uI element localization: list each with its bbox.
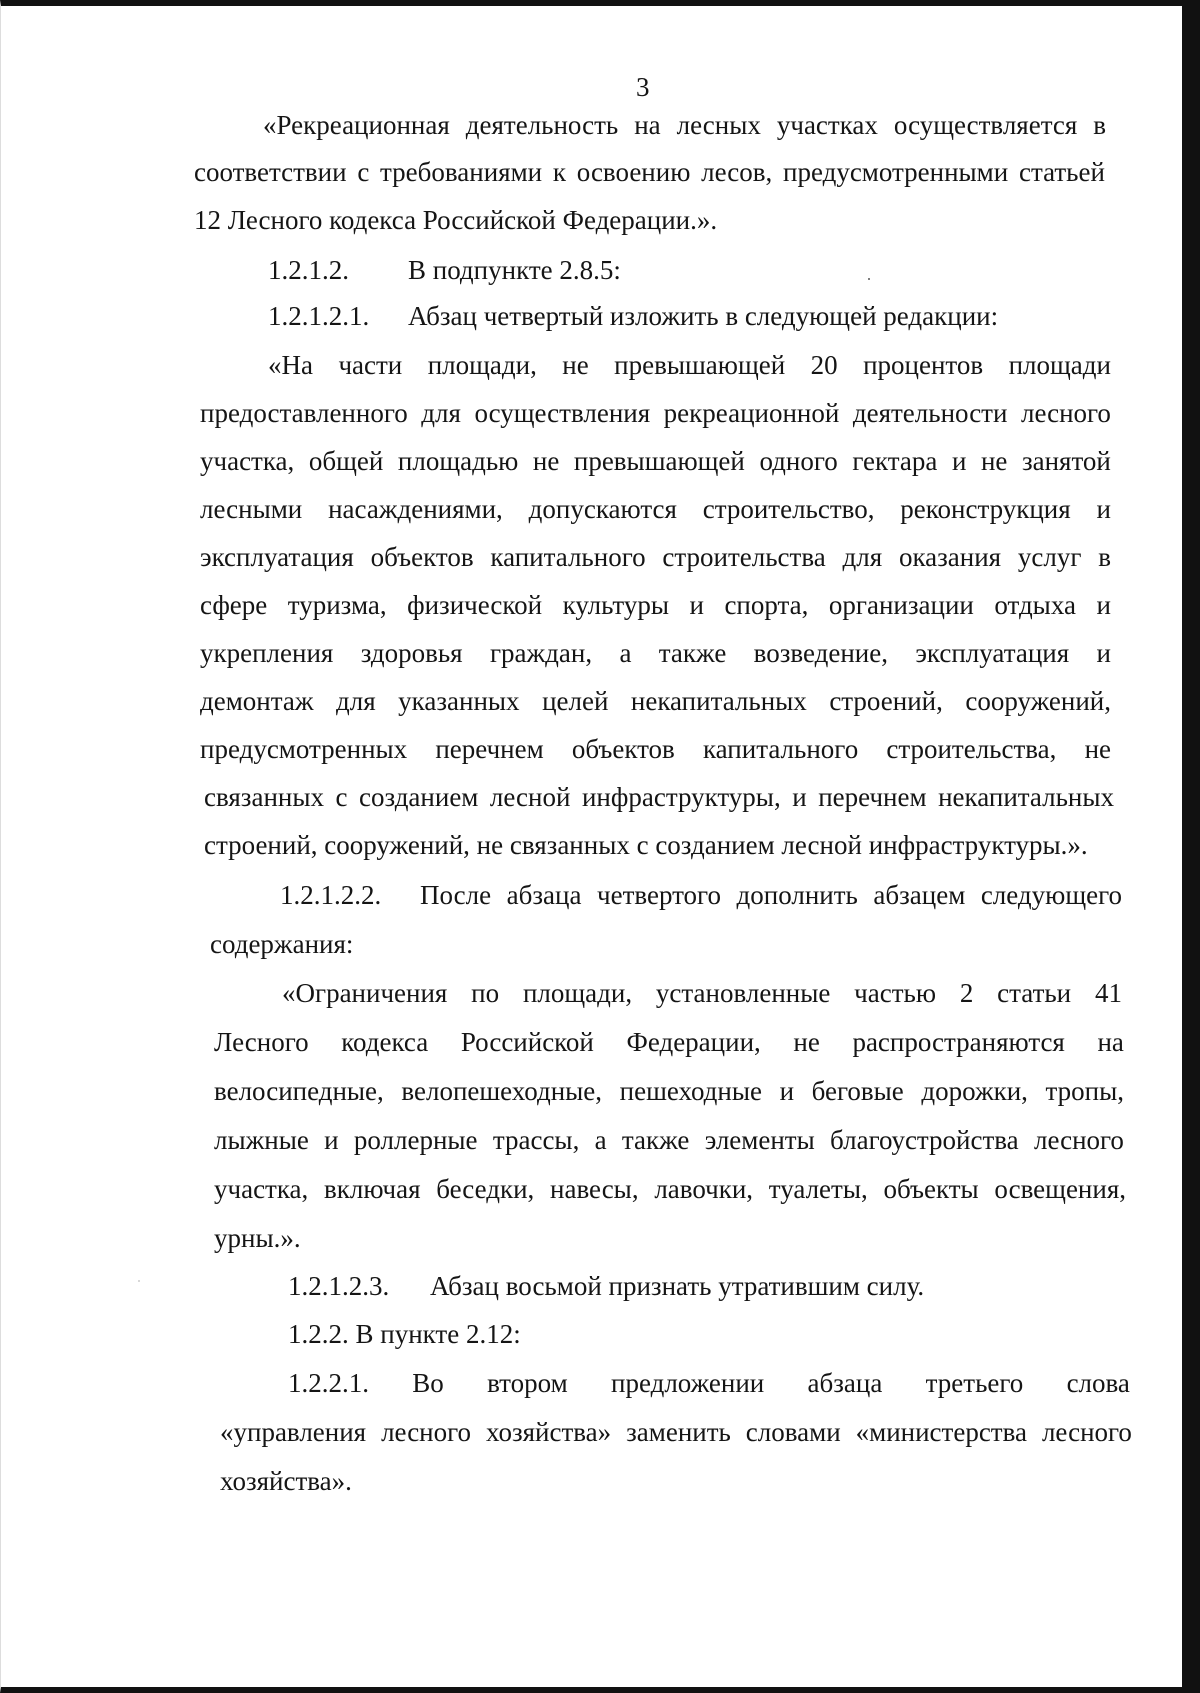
quote-2-line-2 xyxy=(214,1029,1124,1056)
word: освещения, xyxy=(994,1174,1126,1204)
item-number: 1.2.1.2.2. xyxy=(280,880,382,910)
quote-1-line-2 xyxy=(200,400,1111,427)
word: созданием xyxy=(359,782,479,812)
word: также xyxy=(621,1125,690,1155)
word: культуры xyxy=(562,590,669,620)
quote-1-line-11: строений, сооружений, не связанных с созданием лесной инфраструктуры.». xyxy=(204,830,1088,860)
word: для xyxy=(842,542,883,572)
word: частью xyxy=(854,978,937,1008)
quote-2-line-5 xyxy=(214,1176,1126,1203)
item-1-2-1-2 xyxy=(268,257,621,284)
word: лесного xyxy=(381,1417,472,1447)
word: Федерации, xyxy=(626,1027,761,1057)
word: установленные xyxy=(655,978,831,1008)
word: третьего xyxy=(925,1368,1024,1398)
word: гектара xyxy=(852,446,938,476)
word: деятельности xyxy=(852,398,1008,428)
word: здоровья xyxy=(360,638,463,668)
word: процентов xyxy=(863,350,984,380)
word: услуг xyxy=(1017,542,1082,572)
word: и xyxy=(689,590,704,620)
word: участка, xyxy=(200,446,295,476)
word: объектов xyxy=(370,542,474,572)
scan-speck xyxy=(868,278,870,280)
word: беседки, xyxy=(436,1174,535,1204)
item-1-2-2-1-line-1 xyxy=(288,1370,1130,1397)
word: навесы, xyxy=(550,1174,639,1204)
word: реконструкция xyxy=(900,494,1071,524)
item-1-2-2-1-line-3: хозяйства». xyxy=(220,1466,352,1496)
item-text: Абзац четвертый изложить в следующей редакции: xyxy=(408,301,999,331)
word: граждан, xyxy=(489,638,593,668)
paragraph-1-line-3: 12 Лесного кодекса Российской Федерации.». xyxy=(194,205,718,235)
word: велопешеходные, xyxy=(401,1076,603,1106)
word: и xyxy=(1096,590,1111,620)
word: отдыха xyxy=(994,590,1076,620)
word: не xyxy=(562,350,589,380)
word: участка, xyxy=(214,1174,309,1204)
item-number: 1.2.1.2.1. xyxy=(268,301,370,331)
word: туризма, xyxy=(287,590,387,620)
word: сфере xyxy=(200,590,268,620)
word: благоустройства xyxy=(830,1125,1019,1155)
item-1-2-1-2-2 xyxy=(280,882,1122,909)
word: не xyxy=(532,446,560,476)
word: к xyxy=(552,157,567,187)
word: строительства xyxy=(662,542,826,572)
word: не xyxy=(793,1027,820,1057)
word: абзаца xyxy=(506,880,582,910)
word: а xyxy=(594,1125,607,1155)
word: «На xyxy=(268,350,313,380)
word: и xyxy=(324,1125,339,1155)
word: площадью xyxy=(397,446,519,476)
word: капитального xyxy=(490,542,646,572)
word: трассы, xyxy=(492,1125,580,1155)
word: соответствии xyxy=(194,157,347,187)
item-text: В подпункте 2.8.5: xyxy=(408,255,621,285)
word: предоставленного xyxy=(200,398,408,428)
word: включая xyxy=(324,1174,421,1204)
word: дополнить xyxy=(736,880,858,910)
quote-2-line-4 xyxy=(214,1127,1124,1154)
word: Российской xyxy=(460,1027,594,1057)
paragraph-1-line-1 xyxy=(263,112,1106,139)
word: втором xyxy=(487,1368,568,1398)
item-number: 1.2.1.2. xyxy=(268,255,349,285)
word: эксплуатация xyxy=(200,542,354,572)
word: следующего xyxy=(980,880,1122,910)
word: лавочки, xyxy=(654,1174,754,1204)
word: строений, xyxy=(829,686,943,716)
quote-2-line-3 xyxy=(214,1078,1124,1105)
quote-1-line-9 xyxy=(200,736,1111,763)
word: пешеходные xyxy=(619,1076,762,1106)
word: заменить xyxy=(626,1417,731,1447)
word: инфраструктуры, xyxy=(581,782,781,812)
word: с xyxy=(357,157,370,187)
word: связанных xyxy=(204,782,324,812)
word: распространяются xyxy=(852,1027,1065,1057)
word: Лесного xyxy=(214,1027,309,1057)
word: «Рекреационная xyxy=(263,110,450,140)
word: «Ограничения xyxy=(282,978,448,1008)
word: с xyxy=(335,782,348,812)
word: «управления xyxy=(220,1417,367,1447)
word: эксплуатация xyxy=(915,638,1070,668)
word: 41 xyxy=(1094,978,1122,1008)
word: площади xyxy=(1008,350,1111,380)
word: на xyxy=(634,110,661,140)
word: После xyxy=(420,880,492,910)
word: 20 xyxy=(810,350,838,380)
word: предложении xyxy=(611,1368,765,1398)
quote-1-line-6 xyxy=(200,592,1111,619)
word: требованиями xyxy=(380,157,543,187)
word: демонтаж xyxy=(200,686,314,716)
word: занятой xyxy=(1021,446,1111,476)
word: лесного xyxy=(1041,1417,1132,1447)
word: статьи xyxy=(997,978,1072,1008)
quote-1-line-10 xyxy=(204,784,1114,811)
word: некапитальных xyxy=(938,782,1114,812)
word: площади, xyxy=(427,350,537,380)
word: лесными xyxy=(200,494,303,524)
word: не xyxy=(1084,734,1111,764)
word: лесов, xyxy=(701,157,773,187)
word: 1.2.2.1. xyxy=(288,1368,369,1398)
word: предусмотренных xyxy=(200,734,408,764)
quote-1-line-5 xyxy=(200,544,1111,571)
word: лесной xyxy=(489,782,571,812)
word: строительства, xyxy=(886,734,1057,764)
quote-1-line-3 xyxy=(200,448,1111,475)
word: элементы xyxy=(704,1125,815,1155)
word: лесных xyxy=(676,110,761,140)
word: возведение, xyxy=(753,638,888,668)
word: лесного xyxy=(1033,1125,1124,1155)
word: слова xyxy=(1066,1368,1130,1398)
word: на xyxy=(1097,1027,1124,1057)
item-1-2-1-2-1 xyxy=(268,303,998,330)
item-1-2-2-1-line-2 xyxy=(220,1419,1132,1446)
word: Во xyxy=(412,1368,444,1398)
word: превышающей xyxy=(573,446,745,476)
word: также xyxy=(658,638,727,668)
item-text xyxy=(420,882,1122,909)
word: организации xyxy=(828,590,974,620)
word: в xyxy=(1098,542,1111,572)
word: насаждениями, xyxy=(328,494,503,524)
word: осуществления xyxy=(474,398,651,428)
word: и xyxy=(1096,494,1111,524)
item-1-2-1-2-2-line-2: содержания: xyxy=(210,929,354,959)
word: не xyxy=(980,446,1008,476)
quote-1-line-1 xyxy=(268,352,1111,379)
item-text: Абзац восьмой признать утратившим силу. xyxy=(430,1271,925,1301)
word: спорта, xyxy=(724,590,809,620)
word: и xyxy=(779,1076,795,1106)
word: для xyxy=(336,686,376,716)
word: указанных xyxy=(398,686,520,716)
word: строительство, xyxy=(702,494,875,524)
word: дорожки, xyxy=(921,1076,1028,1106)
word: перечнем xyxy=(435,734,544,764)
word: беговые xyxy=(811,1076,904,1106)
word: оказания xyxy=(898,542,1002,572)
word: абзаца xyxy=(807,1368,883,1398)
word: а xyxy=(619,638,632,668)
word: осуществляется xyxy=(893,110,1078,140)
word: рекреационной xyxy=(663,398,840,428)
word: перечнем xyxy=(818,782,927,812)
word: и xyxy=(1096,638,1111,668)
word: предусмотренными xyxy=(783,157,1009,187)
quote-1-line-7 xyxy=(200,640,1111,667)
word: физической xyxy=(407,590,543,620)
word: велосипедные, xyxy=(214,1076,384,1106)
word: площади, xyxy=(522,978,633,1008)
word: в xyxy=(1093,110,1106,140)
word: объекты xyxy=(883,1174,979,1204)
word: освоению xyxy=(576,157,691,187)
word: туалеты, xyxy=(768,1174,868,1204)
word: хозяйства» xyxy=(485,1417,612,1447)
word: укрепления xyxy=(200,638,334,668)
word: целей xyxy=(542,686,609,716)
word: некапитальных xyxy=(630,686,807,716)
word: по xyxy=(471,978,500,1008)
word: четвертого xyxy=(597,880,721,910)
word: и xyxy=(951,446,967,476)
word: объектов xyxy=(571,734,675,764)
word: «министерства xyxy=(855,1417,1027,1447)
word: 2 xyxy=(959,978,974,1008)
word: превышающей xyxy=(614,350,786,380)
word: деятельность xyxy=(465,110,619,140)
word: тропы, xyxy=(1045,1076,1124,1106)
word: сооружений, xyxy=(965,686,1111,716)
word: капитального xyxy=(702,734,859,764)
item-number: 1.2.1.2.3. xyxy=(288,1271,390,1301)
item-1-2-2: 1.2.2. В пункте 2.12: xyxy=(288,1319,521,1349)
word: части xyxy=(338,350,403,380)
scan-speck xyxy=(138,1280,140,1282)
page-number: 3 xyxy=(636,72,650,102)
word: лесного xyxy=(1020,398,1111,428)
word: общей xyxy=(308,446,384,476)
paragraph-1-line-2 xyxy=(194,159,1105,186)
word: статьей xyxy=(1018,157,1105,187)
word: одного xyxy=(759,446,838,476)
quote-1-line-8 xyxy=(200,688,1111,715)
word: лыжные xyxy=(214,1125,309,1155)
quote-2-line-1 xyxy=(282,980,1122,1007)
word: абзацем xyxy=(873,880,966,910)
word: словами xyxy=(745,1417,841,1447)
word: участках xyxy=(776,110,878,140)
quote-2-line-6: урны.». xyxy=(214,1223,301,1253)
word: и xyxy=(792,782,807,812)
quote-1-line-4 xyxy=(200,496,1111,523)
word: кодекса xyxy=(341,1027,429,1057)
item-1-2-1-2-3 xyxy=(288,1273,924,1300)
word: для xyxy=(421,398,461,428)
word: допускаются xyxy=(528,494,677,524)
word: роллерные xyxy=(353,1125,478,1155)
